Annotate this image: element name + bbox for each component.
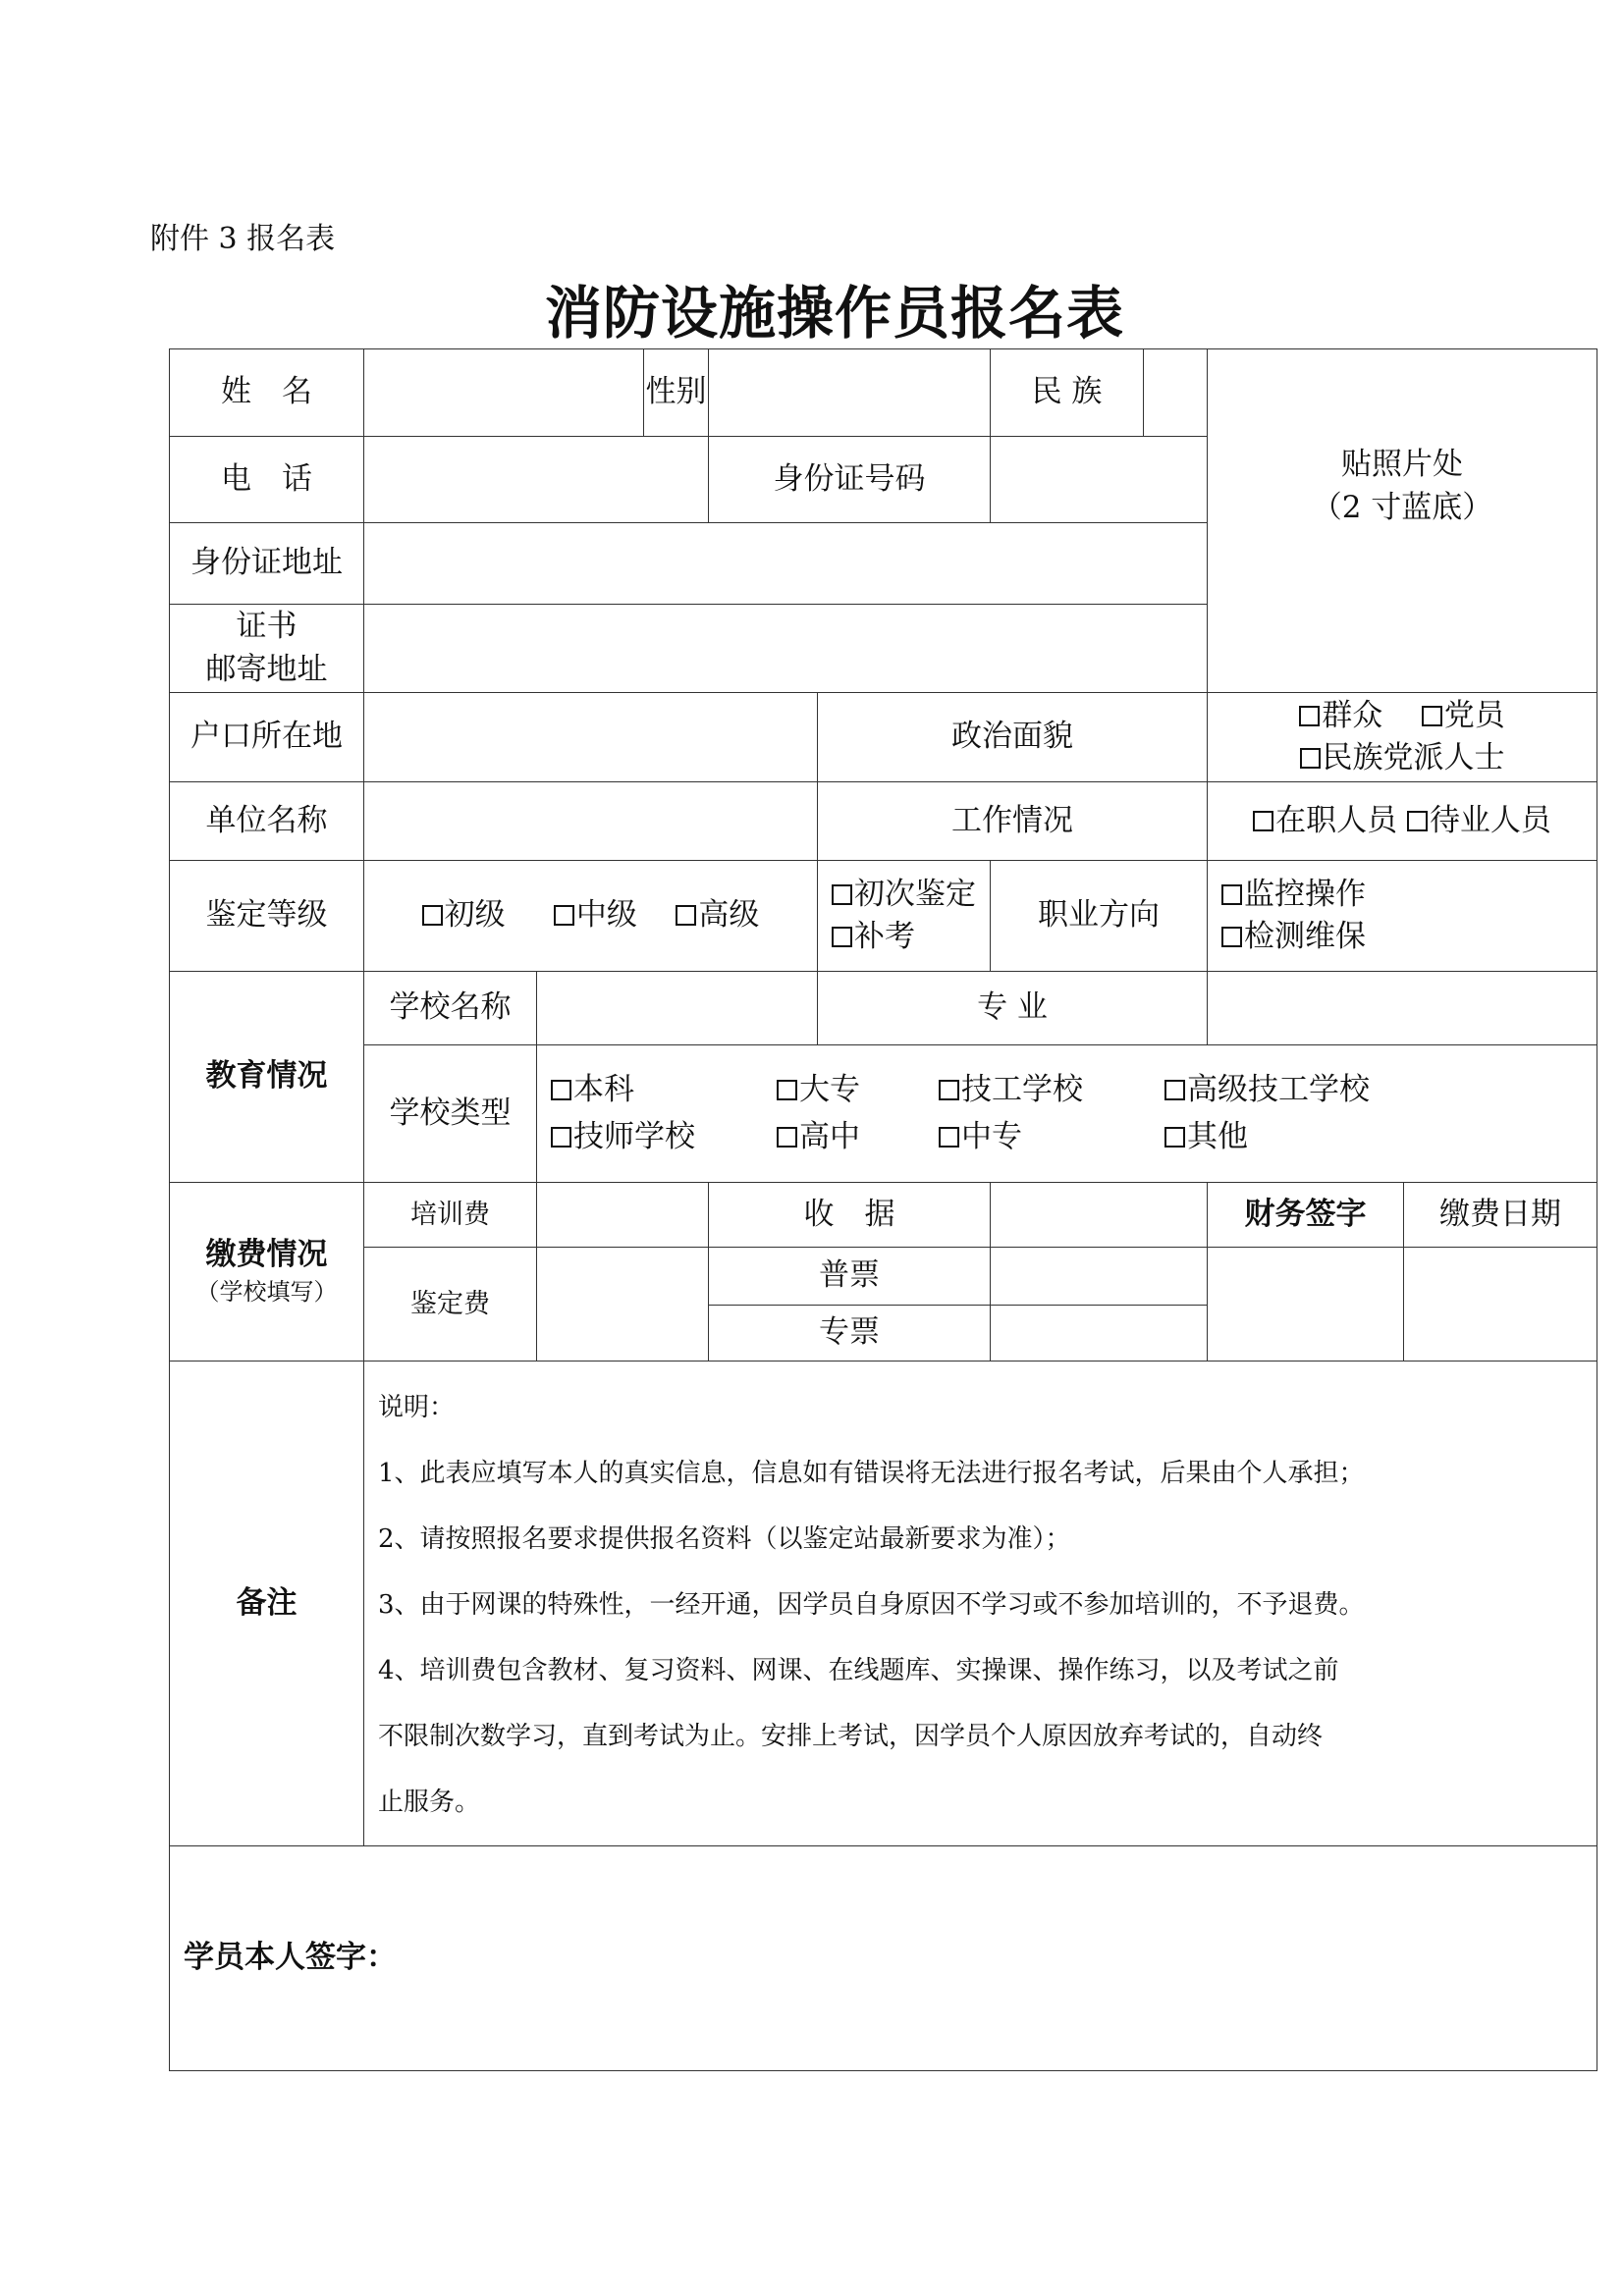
student-signature-label: 学员本人签字： xyxy=(184,1940,397,1976)
note-item-4: 4、培训费包含教材、复习资料、网课、在线题库、实操课、操作练习，以及考试之前 xyxy=(378,1656,1339,1685)
registration-form xyxy=(169,348,1597,2071)
note-item-4-cont: 不限制次数学习，直到考试为止。安排上考试，因学员个人原因放弃考试的，自动终 xyxy=(378,1722,1324,1751)
gender-field[interactable] xyxy=(709,349,991,437)
education-label: 教育情况 xyxy=(170,972,364,1183)
school-name-field[interactable] xyxy=(537,972,818,1045)
school-type-technical-school[interactable]: 技工学校 xyxy=(939,1069,1164,1111)
exam-fee-field[interactable] xyxy=(537,1248,709,1362)
exam-type-first[interactable]: 初次鉴定 xyxy=(832,877,976,912)
payment-note: （学校填写） xyxy=(195,1278,338,1307)
remarks-content xyxy=(364,1362,1597,1846)
political-option-party-member[interactable]: 党员 xyxy=(1422,698,1505,733)
special-invoice-label: 专票 xyxy=(709,1306,991,1362)
checkbox-icon[interactable] xyxy=(422,905,443,926)
direction-options xyxy=(1208,861,1597,972)
school-type-options xyxy=(537,1045,1597,1183)
checkbox-icon[interactable] xyxy=(1299,706,1320,726)
training-fee-label: 培训费 xyxy=(364,1183,537,1248)
level-options xyxy=(364,861,818,972)
checkbox-icon[interactable] xyxy=(1300,748,1321,769)
work-status-label: 工作情况 xyxy=(818,782,1208,861)
work-option-employed[interactable]: 在职人员 xyxy=(1253,803,1397,838)
school-type-junior-college[interactable]: 大专 xyxy=(777,1069,939,1111)
exam-fee-label: 鉴定费 xyxy=(364,1248,537,1362)
photo-label: 贴照片处 xyxy=(1341,447,1463,483)
checkbox-icon[interactable] xyxy=(939,1080,959,1100)
checkbox-icon[interactable] xyxy=(1164,1080,1185,1100)
checkbox-icon[interactable] xyxy=(1253,811,1273,831)
level-option-senior[interactable]: 高级 xyxy=(676,897,759,933)
work-option-unemployed[interactable]: 待业人员 xyxy=(1407,803,1551,838)
checkbox-icon[interactable] xyxy=(1221,927,1242,947)
checkbox-icon[interactable] xyxy=(1422,706,1442,726)
name-label: 姓 名 xyxy=(170,349,364,437)
checkbox-icon[interactable] xyxy=(1407,811,1428,831)
pay-date-label: 缴费日期 xyxy=(1404,1183,1597,1248)
political-option-democratic-party[interactable]: 民族党派人士 xyxy=(1300,740,1505,775)
school-type-label: 学校类型 xyxy=(364,1045,537,1183)
major-field[interactable] xyxy=(1208,972,1597,1045)
direction-label: 职业方向 xyxy=(991,861,1208,972)
id-number-field[interactable] xyxy=(991,437,1208,523)
name-field[interactable] xyxy=(364,349,644,437)
school-type-technician-college[interactable]: 技师学校 xyxy=(551,1116,777,1158)
receipt-label: 收 据 xyxy=(709,1183,991,1248)
id-number-label: 身份证号码 xyxy=(709,437,991,523)
checkbox-icon[interactable] xyxy=(1221,884,1242,905)
checkbox-icon[interactable] xyxy=(554,905,574,926)
work-options xyxy=(1208,782,1597,861)
student-signature-area[interactable] xyxy=(170,1846,1597,2071)
checkbox-icon[interactable] xyxy=(832,927,852,947)
exam-type-options xyxy=(818,861,991,972)
checkbox-icon[interactable] xyxy=(777,1127,797,1148)
political-status-label: 政治面貌 xyxy=(818,693,1208,782)
note-item-3: 3、由于网课的特殊性，一经开通，因学员自身原因不学习或不参加培训的，不予退费。 xyxy=(378,1590,1365,1620)
note-item-4-end: 止服务。 xyxy=(378,1788,481,1817)
checkbox-icon[interactable] xyxy=(939,1127,959,1148)
hukou-field[interactable] xyxy=(364,693,818,782)
checkbox-icon[interactable] xyxy=(551,1127,571,1148)
photo-size-note: （2 寸蓝底） xyxy=(1311,489,1493,525)
checkbox-icon[interactable] xyxy=(1164,1127,1185,1148)
training-fee-field[interactable] xyxy=(537,1183,709,1248)
id-address-label: 身份证地址 xyxy=(170,523,364,605)
ethnicity-label: 民 族 xyxy=(991,349,1144,436)
cert-address-label-line2: 邮寄地址 xyxy=(205,651,328,687)
employer-label: 单位名称 xyxy=(170,782,364,861)
normal-invoice-label: 普票 xyxy=(709,1248,991,1306)
school-type-vocational-school[interactable]: 中专 xyxy=(939,1116,1164,1158)
special-invoice-field[interactable] xyxy=(991,1306,1208,1362)
attachment-label: 附件 3 报名表 xyxy=(150,222,336,256)
ethnicity-cell xyxy=(991,349,1208,437)
checkbox-icon[interactable] xyxy=(676,905,696,926)
level-label: 鉴定等级 xyxy=(170,861,364,972)
id-address-field[interactable] xyxy=(364,523,1208,605)
checkbox-icon[interactable] xyxy=(777,1080,797,1100)
gender-label: 性别 xyxy=(644,349,709,437)
level-option-junior[interactable]: 初级 xyxy=(422,897,506,933)
payment-label: 缴费情况 xyxy=(205,1237,328,1272)
school-type-senior-technical-school[interactable]: 高级技工学校 xyxy=(1164,1069,1390,1111)
hukou-label: 户口所在地 xyxy=(170,693,364,782)
note-item-2: 2、请按照报名要求提供报名资料（以鉴定站最新要求为准）； xyxy=(378,1524,1071,1554)
level-option-middle[interactable]: 中级 xyxy=(554,897,637,933)
direction-maintenance[interactable]: 检测维保 xyxy=(1221,919,1366,954)
ethnicity-field[interactable] xyxy=(1144,349,1207,436)
pay-date-field[interactable] xyxy=(1404,1248,1597,1362)
cert-address-label-line1: 证书 xyxy=(236,609,298,645)
direction-monitoring[interactable]: 监控操作 xyxy=(1221,877,1366,912)
cert-address-field[interactable] xyxy=(364,605,1208,693)
cert-address-label xyxy=(170,605,364,693)
photo-area[interactable] xyxy=(1208,349,1597,693)
note-heading: 说明： xyxy=(378,1393,456,1422)
school-type-high-school[interactable]: 高中 xyxy=(777,1116,939,1158)
phone-label: 电 话 xyxy=(170,437,364,523)
remarks-label: 备注 xyxy=(170,1362,364,1846)
finance-sign-label: 财务签字 xyxy=(1208,1183,1404,1248)
political-option-masses[interactable]: 群众 xyxy=(1299,698,1382,733)
employer-field[interactable] xyxy=(364,782,818,861)
school-type-other[interactable]: 其他 xyxy=(1164,1116,1390,1158)
school-type-undergraduate[interactable]: 本科 xyxy=(551,1069,777,1111)
finance-sign-field[interactable] xyxy=(1208,1248,1404,1362)
exam-type-retake[interactable]: 补考 xyxy=(832,919,915,954)
political-options xyxy=(1208,693,1597,782)
normal-invoice-field[interactable] xyxy=(991,1248,1208,1306)
form-title: 消防设施操作员报名表 xyxy=(544,280,1124,347)
payment-label-cell xyxy=(170,1183,364,1362)
receipt-field[interactable] xyxy=(991,1183,1208,1248)
major-label: 专 业 xyxy=(818,972,1208,1045)
phone-field[interactable] xyxy=(364,437,709,523)
checkbox-icon[interactable] xyxy=(551,1080,571,1100)
note-item-1: 1、此表应填写本人的真实信息，信息如有错误将无法进行报名考试，后果由个人承担； xyxy=(378,1459,1365,1488)
checkbox-icon[interactable] xyxy=(832,884,852,905)
school-name-label: 学校名称 xyxy=(364,972,537,1045)
